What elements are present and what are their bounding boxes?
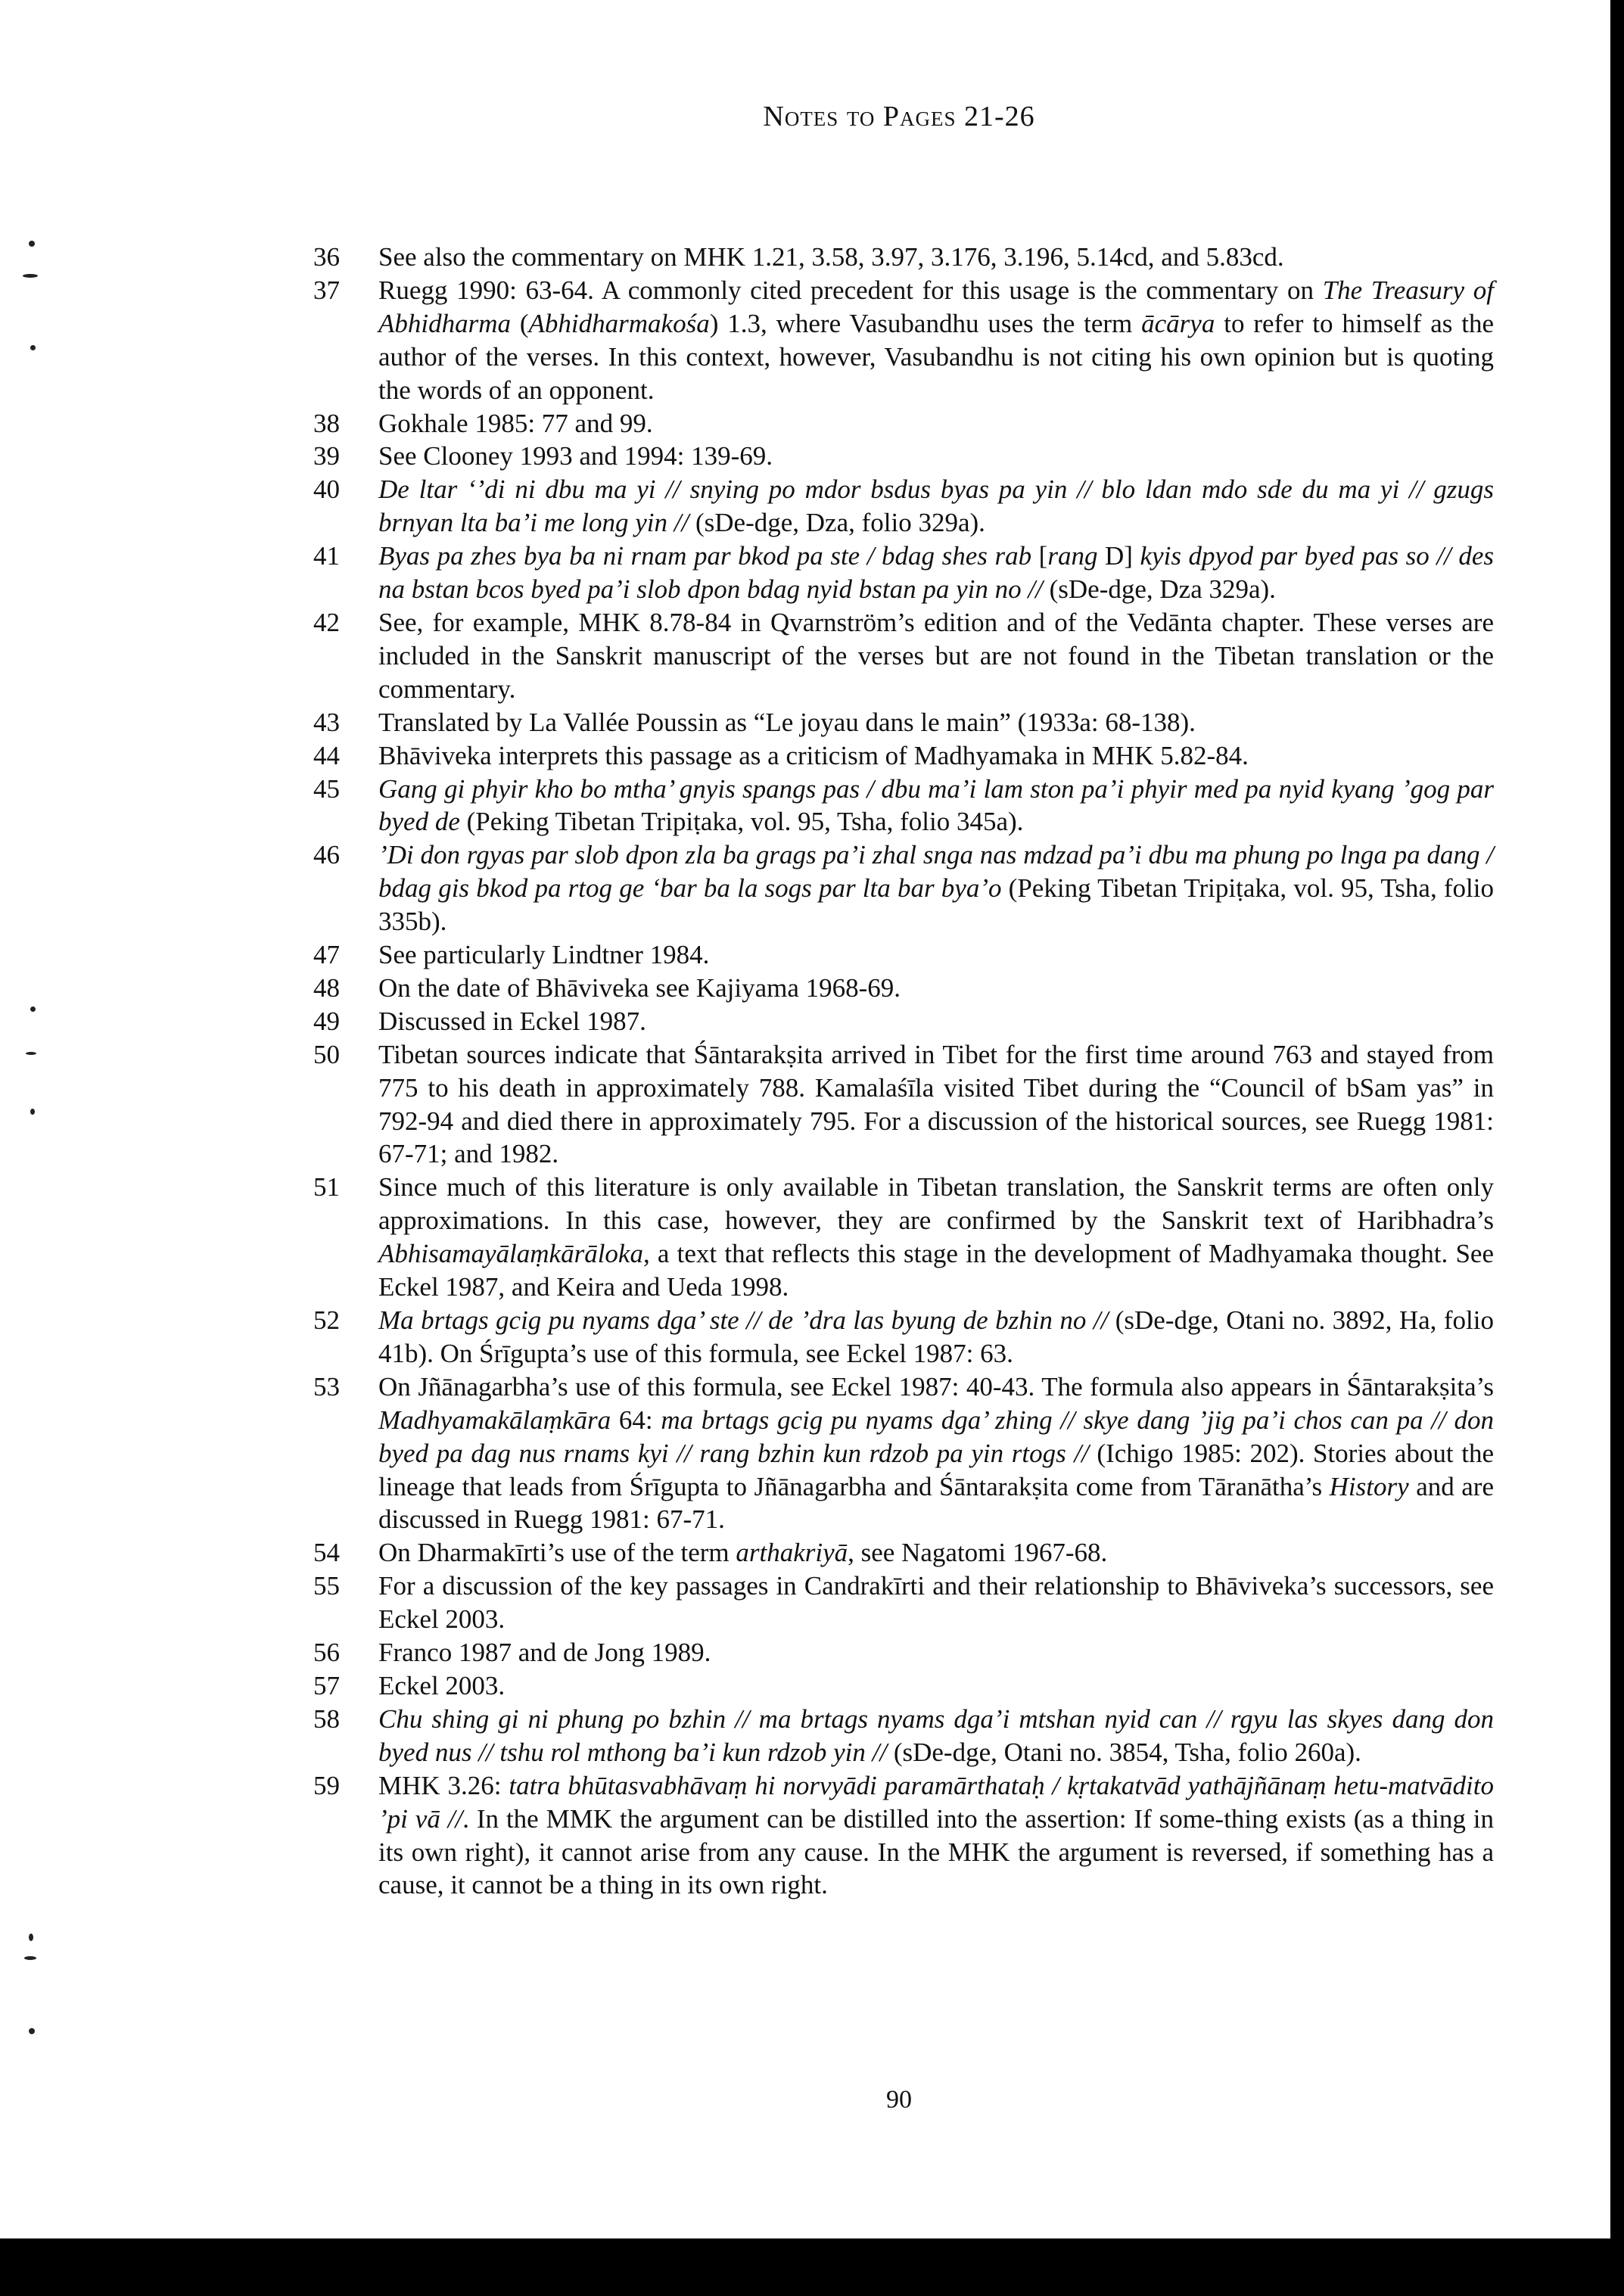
text-segment: Gokhale 1985: 77 and 99. (378, 408, 653, 438)
endnote-number: 38 (313, 408, 340, 438)
text-segment: D] (1097, 541, 1140, 571)
endnote-number: 54 (313, 1538, 340, 1568)
text-segment: (sDe-dge, Dza, folio 329a). (689, 508, 985, 538)
endnote-text (378, 1536, 1494, 1570)
endnote-number: 46 (313, 840, 340, 870)
scan-speck (29, 241, 35, 247)
endnote (313, 440, 1494, 473)
italic-text-segment: ’Di don rgyas par slob dpon zla ba grags pa’i zhal snga nas mdzad pa’i dbu ma phung po lnga pa dang / bdag gis bkod pa rtog ge ‘bar ba la sogs par lta bar bya’o (378, 840, 1494, 904)
text-segment: [ (1038, 541, 1048, 571)
text-segment: , a text that reflects this stage in the development of Madhyamaka thought. See Eckel 1987, and Keira and Ueda 1998. (378, 1239, 1494, 1302)
italic-text-segment: Madhyamakālaṃkāra (378, 1405, 611, 1435)
endnote-text (378, 838, 1494, 938)
endnote-number: 50 (313, 1039, 340, 1069)
scan-speck (23, 274, 38, 278)
endnote-text (378, 739, 1494, 773)
italic-text-segment: tatra bhūtasvabhāvaṃ hi norvyādi paramārthataḥ / kṛtakatvād yathājñānaṃ hetu-matvādito ’pi vā // (378, 1770, 1494, 1834)
scan-speck (30, 345, 36, 350)
endnote-number: 41 (313, 541, 340, 571)
endnote-text (378, 773, 1494, 839)
italic-text-segment: Abhidharmakośa (528, 308, 710, 338)
text-segment: Franco 1987 and de Jong 1989. (378, 1638, 711, 1668)
endnote (313, 706, 1494, 739)
endnote (313, 1171, 1494, 1304)
endnote (313, 838, 1494, 938)
endnote-number: 40 (313, 474, 340, 505)
scan-edge-bottom (0, 2238, 1624, 2296)
endnote (313, 241, 1494, 274)
scan-speck (29, 1934, 33, 1941)
endnote-text (378, 1304, 1494, 1370)
endnote-text (378, 1669, 1494, 1703)
endnote (313, 1536, 1494, 1570)
text-segment: (sDe-dge, Dza 329a). (1042, 574, 1276, 605)
endnote-number: 57 (313, 1670, 340, 1700)
italic-text-segment: History (1329, 1471, 1409, 1501)
endnote-text (378, 473, 1494, 540)
endnote-number: 56 (313, 1638, 340, 1668)
italic-text-segment: ma brtags gcig pu nyams dga’ zhing // skye dang ’jig pa’i chos can pa // don byed pa dag nus rnams kyi // rang bzhin kun rdzob pa yin rtogs // (378, 1405, 1494, 1468)
text-segment: Discussed in Eckel 1987. (378, 1006, 646, 1036)
endnote-text (378, 1703, 1494, 1769)
text-segment: See, for example, MHK 8.78-84 in Qvarnström’s edition and of the Vedānta chapter. These verses are included in the Sanskrit manuscript of the verses but are not found in the Tibetan translation or the commentary. (378, 607, 1494, 704)
endnote (313, 1570, 1494, 1636)
endnote (313, 773, 1494, 839)
endnote-text (378, 972, 1494, 1005)
text-segment: Since much of this literature is only available in Tibetan translation, the Sanskrit terms are often only approximations. In this case, however, they are confirmed by the Sanskrit text of Haribhadra’s (378, 1172, 1494, 1236)
italic-text-segment: kyis dpyod par byed pas so // des na bstan bcos byed pa’i slob dpon bdag nyid bstan pa yin no // (378, 541, 1495, 605)
endnote-number: 47 (313, 940, 340, 970)
running-header: Notes to Pages 21-26 (763, 101, 1035, 132)
endnote-number: 39 (313, 441, 340, 471)
endnote-number: 58 (313, 1703, 340, 1734)
text-segment: , see Nagatomi 1967-68. (848, 1538, 1108, 1568)
endnote-number: 52 (313, 1305, 340, 1335)
italic-text-segment: Chu shing gi ni phung po bzhin // ma brtags nyams dga’i mtshan nyid can // rgyu las skyes dang don byed nus // tshu rol mthong ba’i kun rdzob yin // (378, 1703, 1494, 1767)
text-segment: (sDe-dge, Otani no. 3892, Ha, folio 41b). On Śrīgupta’s use of this formula, see Eckel 1987: 63. (378, 1305, 1494, 1368)
endnote (313, 739, 1494, 773)
endnote (313, 606, 1494, 706)
text-segment: See Clooney 1993 and 1994: 139-69. (378, 441, 773, 471)
endnote-text (378, 938, 1494, 972)
endnote-number: 48 (313, 972, 340, 1003)
italic-text-segment: Abhisamayālaṃkārāloka (378, 1239, 643, 1269)
endnote (313, 1669, 1494, 1703)
text-segment: (sDe-dge, Otani no. 3854, Tsha, folio 260a). (887, 1737, 1361, 1767)
endnote (313, 274, 1494, 407)
endnote (313, 1038, 1494, 1171)
endnote (313, 938, 1494, 972)
text-segment: to refer to himself as the author of the verses. In this context, however, Vasubandhu is not citing his own opinion but is quoting the words of an opponent. (378, 308, 1494, 405)
text-segment: See particularly Lindtner 1984. (378, 940, 710, 970)
text-segment: On the date of Bhāviveka see Kajiyama 1968-69. (378, 972, 901, 1003)
italic-text-segment: arthakriyā (736, 1538, 848, 1568)
endnote-number: 53 (313, 1371, 340, 1402)
endnote-number: 59 (313, 1770, 340, 1800)
endnote (313, 540, 1494, 606)
endnote-text (378, 440, 1494, 473)
endnote-text (378, 241, 1494, 274)
text-segment: MHK 3.26: (378, 1770, 509, 1800)
endnote (313, 972, 1494, 1005)
endnote-text (378, 1769, 1494, 1902)
endnote-text (378, 1171, 1494, 1304)
text-segment: Tibetan sources indicate that Śāntarakṣita arrived in Tibet for the first time around 763 and stayed from 775 to his death in approximately 788. Kamalaśīla visited Tibet during the “Council of bSam yas” in 792-94 and died there in approximately 795. For a discussion of the historical sources, see Ruegg 1981: 67-71; and 1982. (378, 1039, 1494, 1169)
endnote-number: 42 (313, 607, 340, 637)
text-segment: and are discussed in Ruegg 1981: 67-71. (378, 1471, 1494, 1535)
endnote-number: 45 (313, 773, 340, 804)
text-segment: See also the commentary on MHK 1.21, 3.58, 3.97, 3.176, 3.196, 5.14cd, and 5.83cd. (378, 242, 1284, 272)
italic-text-segment: De ltar ‘’di ni dbu ma yi // snying po mdor bsdus byas pa yin // blo ldan mdo sde du ma yi // gzugs brnyan lta ba’i me long yin // (378, 474, 1494, 538)
endnote (313, 1005, 1494, 1038)
endnote (313, 1703, 1494, 1769)
scan-speck (24, 1956, 36, 1960)
endnote (313, 1304, 1494, 1370)
italic-text-segment: ācārya (1141, 308, 1215, 338)
text-segment: Translated by La Vallée Poussin as “Le joyau dans le main” (1933a: 68-138). (378, 707, 1196, 737)
endnote-text (378, 274, 1494, 407)
italic-text-segment: Byas pa zhes bya ba ni rnam par bkod pa ste / bdag shes rab (378, 541, 1039, 571)
endnote (313, 407, 1494, 440)
text-segment: On Dharmakīrti’s use of the term (378, 1538, 736, 1568)
endnote-text (378, 540, 1494, 606)
endnote (313, 1370, 1494, 1537)
endnote-number: 44 (313, 740, 340, 770)
endnote-number: 49 (313, 1006, 340, 1036)
text-segment: . In the MMK the argument can be distilled into the assertion: If some-thing exists (as a thing in its own right), it cannot arise from any cause. In the MHK the argument is reversed, if something has a cause, it cannot be a thing in its own right. (378, 1803, 1494, 1900)
endnote-text (378, 407, 1494, 440)
scan-edge-right (1610, 0, 1624, 2296)
endnote-number: 43 (313, 707, 340, 737)
text-segment: (Peking Tibetan Tripiṭaka, vol. 95, Tsha, folio 335b). (378, 873, 1494, 937)
text-segment: ) 1.3, where Vasubandhu uses the term (709, 308, 1142, 338)
endnote (313, 1636, 1494, 1669)
text-segment: (Peking Tibetan Tripiṭaka, vol. 95, Tsha, folio 345a). (459, 807, 1024, 837)
text-segment: On Jñānagarbha’s use of this formula, see Eckel 1987: 40-43. The formula also appears in Śāntarakṣita’s (378, 1371, 1494, 1402)
endnote (313, 1769, 1494, 1902)
endnote-number: 51 (313, 1172, 340, 1202)
endnote-text (378, 1370, 1494, 1537)
text-segment: For a discussion of the key passages in Candrakīrti and their relationship to Bhāviveka’s successors, see Eckel 2003. (378, 1571, 1494, 1635)
scan-speck (30, 1109, 35, 1115)
endnote-number: 55 (313, 1571, 340, 1601)
endnote-number: 37 (313, 275, 340, 305)
text-segment: Ruegg 1990: 63-64. A commonly cited precedent for this usage is the commentary on (378, 275, 1323, 305)
text-segment: (Ichigo 1985: 202). Stories about the lineage that leads from Śrīgupta to Jñānagarbha and Śāntarakṣita come from Tāranātha’s (378, 1438, 1494, 1501)
scan-speck (29, 2028, 35, 2034)
page-number: 90 (886, 2086, 912, 2114)
text-segment: ( (511, 308, 529, 338)
italic-text-segment: rang (1047, 541, 1098, 571)
endnotes-list (313, 241, 1494, 1902)
scan-speck (26, 1052, 36, 1055)
text-segment: 64: (611, 1405, 661, 1435)
endnote-text (378, 706, 1494, 739)
italic-text-segment: The Treasury of Abhidharma (378, 275, 1494, 338)
text-segment: Bhāviveka interprets this passage as a criticism of Madhyamaka in MHK 5.82-84. (378, 740, 1249, 770)
endnote-text (378, 606, 1494, 706)
endnote-text (378, 1636, 1494, 1669)
endnote (313, 473, 1494, 540)
text-segment: Eckel 2003. (378, 1670, 506, 1700)
italic-text-segment: Ma brtags gcig pu nyams dga’ ste // de ’dra las byung de bzhin no // (378, 1305, 1109, 1335)
endnote-text (378, 1005, 1494, 1038)
scan-speck (30, 1006, 36, 1012)
endnote-text (378, 1038, 1494, 1171)
italic-text-segment: Gang gi phyir kho bo mtha’ gnyis spangs pas / dbu ma’i lam ston pa’i phyir med pa nyid kyang ’gog par byed de (378, 773, 1494, 837)
endnote-number: 36 (313, 242, 340, 272)
endnote-text (378, 1570, 1494, 1636)
